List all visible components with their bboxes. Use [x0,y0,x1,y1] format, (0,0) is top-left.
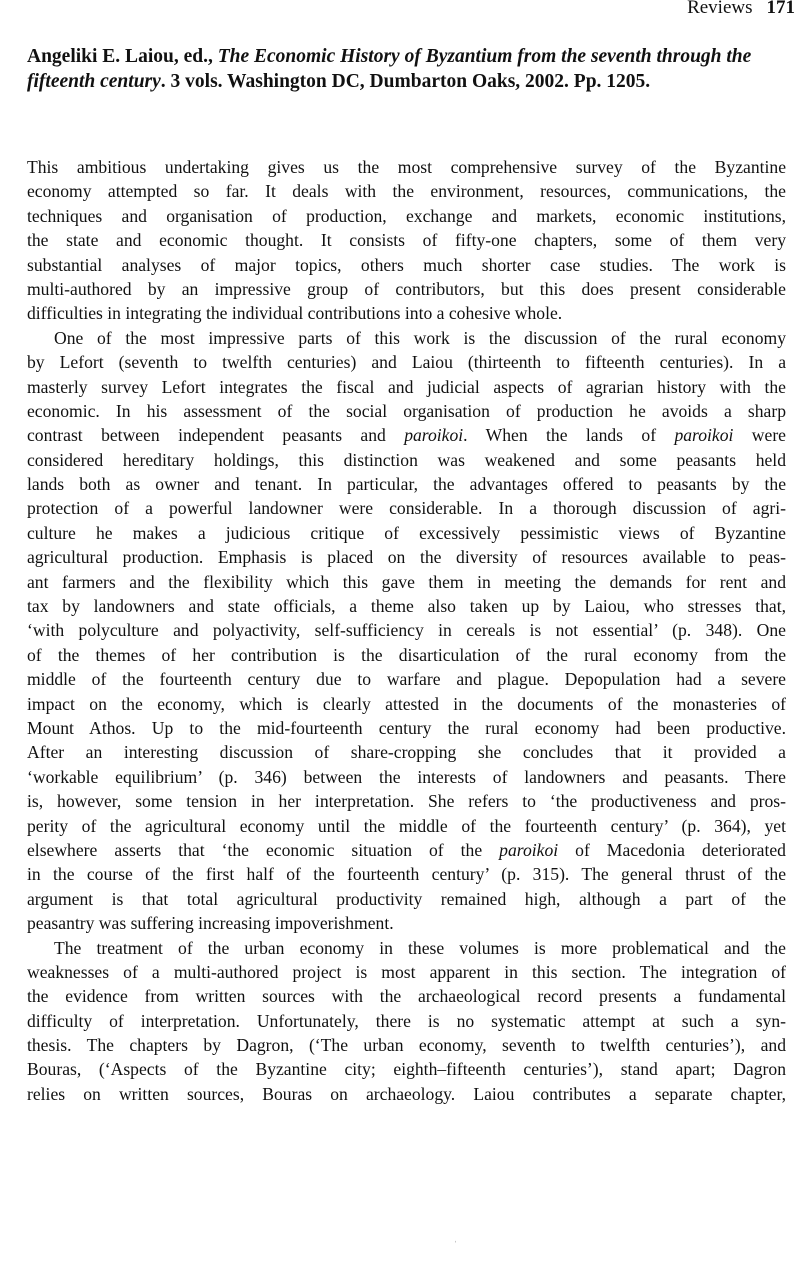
scan-mark: ˌ [454,1232,458,1243]
text-line: the state and economic thought. It consists of fifty-one chapters, some of them very [27,230,786,251]
text-line: agricultural production. Emphasis is placed on the diversity of resources available to peas- [27,547,786,568]
italic-term: paroikoi [674,425,734,446]
text-line: perity of the agricultural economy until the middle of the fourteenth century’ (p. 364), yet [27,815,786,836]
text-line: difficulties in integrating the individual contributions into a cohesive whole. [27,303,563,324]
text-line: economic. In his assessment of the social organisation of production he avoids a sharp [27,400,786,421]
text-line: masterly survey Lefort integrates the fiscal and judicial aspects of agrarian history with the [27,376,786,397]
text-segment: were [733,425,786,446]
page-number: 171 [766,0,795,18]
text-line: in the course of the first half of the fourteenth century’ (p. 315). The general thrust of the [27,864,786,885]
text-line: tax by landowners and state officials, a theme also taken up by Laiou, who stresses that, [27,596,786,617]
review-body [27,155,786,1106]
text-line: relies on written sources, Bouras on archaeology. Laiou contributes a separate chapter, [27,1083,786,1104]
text-line: protection of a powerful landowner were considerable. In a thorough discussion of agri- [27,498,786,519]
text-line: economy attempted so far. It deals with the environment, resources, communications, the [27,181,786,202]
review-citation [27,45,797,94]
text-line [27,838,786,862]
citation-author: Angeliki E. Laiou, ed., [27,46,218,67]
text-line [27,423,786,447]
text-segment: contrast between independent peasants and [27,425,405,446]
italic-term: paroikoi [499,839,559,860]
text-line: ‘with polyculture and polyactivity, self-sufficiency in cereals is not essential’ (p. 348). One [27,620,786,641]
text-line: is, however, some tension in her interpretation. She refers to ‘the productiveness and pros- [27,791,786,812]
paragraph [27,155,786,326]
text-line: of the themes of her contribution is the disarticulation of the rural economy from the [27,644,786,665]
citation-title-part1: The Economic History of Byzantium from the seventh through the [217,46,752,67]
text-line: lands both as owner and tenant. In particular, the advantages offered to peasants by the [27,474,786,495]
text-segment: of Macedonia deteriorated [558,839,786,860]
paragraph [27,936,786,1107]
text-line: weaknesses of a multi-authored project is most apparent in this section. The integration of [27,961,786,982]
text-line: ant farmers and the flexibility which this gave them in meeting the demands for rent and [27,571,786,592]
text-line: techniques and organisation of production, exchange and markets, economic institutions, [27,205,786,226]
italic-term: paroikoi [404,425,464,446]
text-line: Mount Athos. Up to the mid-fourteenth century the rural economy had been productive. [27,717,786,738]
text-line: impact on the economy, which is clearly attested in the documents of the monasteries of [27,693,786,714]
running-header-section: Reviews [687,0,753,18]
text-line: ‘workable equilibrium’ (p. 346) between the interests of landowners and peasants. There [27,766,786,787]
text-line: argument is that total agricultural productivity remained high, although a part of the [27,888,786,909]
text-segment: . When the lands of [463,425,675,446]
text-line: The treatment of the urban economy in these volumes is more problematical and the [54,937,786,958]
running-header [687,0,795,19]
text-line: difficulty of interpretation. Unfortunately, there is no systematic attempt at such a syn- [27,1010,786,1031]
text-line: substantial analyses of major topics, others much shorter case studies. The work is [27,254,786,275]
paragraph [27,326,786,936]
text-line: the evidence from written sources with the archaeological record presents a fundamental [27,986,786,1007]
citation-title-part2: fifteenth century [27,70,161,92]
text-line: culture he makes a judicious critique of excessively pessimistic views of Byzantine [27,522,786,543]
citation-details: . 3 vols. Washington DC, Dumbarton Oaks, 2002. Pp. 1205. [160,70,651,92]
text-line: This ambitious undertaking gives us the most comprehensive survey of the Byzantine [27,157,786,177]
text-line: thesis. The chapters by Dagron, (‘The urban economy, seventh to twelfth centuries’), and [27,1035,786,1056]
text-line: by Lefort (seventh to twelfth centuries) and Laiou (thirteenth to fifteenth centuries). In a [27,352,786,373]
text-segment: elsewhere asserts that ‘the economic situation of the [27,839,500,860]
text-line: After an interesting discussion of share-cropping she concludes that it provided a [27,742,786,763]
text-line: middle of the fourteenth century due to warfare and plague. Depopulation had a severe [27,669,786,690]
text-line: multi-authored by an impressive group of contributors, but this does present considerable [27,278,786,299]
text-line: Bouras, (‘Aspects of the Byzantine city; eighth–fifteenth centuries’), stand apart; Dagron [27,1059,786,1080]
text-line: considered hereditary holdings, this distinction was weakened and some peasants held [27,449,786,470]
text-line: peasantry was suffering increasing impoverishment. [27,913,394,934]
text-line: One of the most impressive parts of this work is the discussion of the rural economy [54,327,786,348]
